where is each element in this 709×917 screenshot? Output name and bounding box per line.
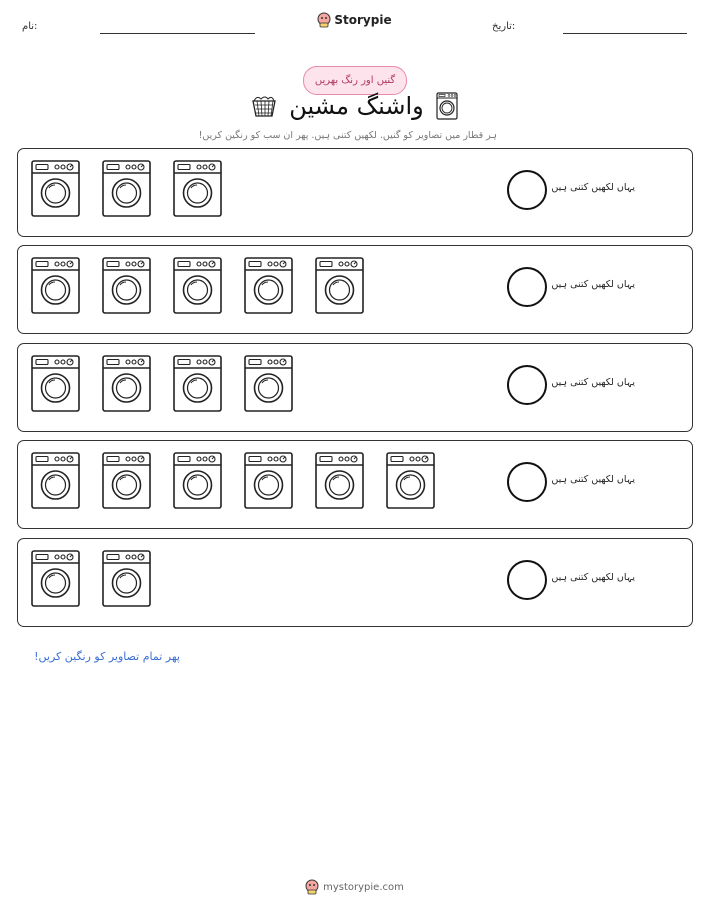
- brand-name: Storypie: [334, 13, 392, 27]
- washing-machine-icon[interactable]: [31, 355, 80, 412]
- washing-machine-icon[interactable]: [173, 355, 222, 412]
- washing-machine-icon[interactable]: [31, 550, 80, 607]
- write-count-prompt: یہاں لکھیں کتنی ہیں: [551, 572, 635, 583]
- topic-pill: گنیں اور رنگ بھریں: [303, 66, 407, 95]
- washing-machine-icon[interactable]: [31, 452, 80, 509]
- washing-machine-icon[interactable]: [244, 452, 293, 509]
- washing-machine-icon[interactable]: [315, 257, 364, 314]
- washing-machine-icon[interactable]: [31, 160, 80, 217]
- washing-machine-icon[interactable]: [173, 452, 222, 509]
- counting-row: [17, 148, 693, 237]
- washing-machine-icon[interactable]: [31, 257, 80, 314]
- site-url: mystorypie.com: [323, 881, 404, 893]
- washing-machine-icon[interactable]: [244, 355, 293, 412]
- washing-machine-icon[interactable]: [102, 550, 151, 607]
- storypie-mascot-icon: [305, 879, 319, 895]
- write-count-prompt: یہاں لکھیں کتنی ہیں: [551, 182, 635, 193]
- site-footer: [0, 879, 709, 895]
- date-line[interactable]: [563, 33, 687, 34]
- washing-machine-icon[interactable]: [173, 257, 222, 314]
- washing-machine-icon[interactable]: [315, 452, 364, 509]
- answer-circle[interactable]: [507, 365, 547, 405]
- washing-machine-icon[interactable]: [244, 257, 293, 314]
- write-count-prompt: یہاں لکھیں کتنی ہیں: [551, 377, 635, 388]
- washing-machine-icon[interactable]: [102, 452, 151, 509]
- title-row: [0, 92, 709, 120]
- counting-row: [17, 343, 693, 432]
- laundry-basket-icon: [251, 95, 277, 117]
- footer-note: پھر تمام تصاویر کو رنگین کریں!: [34, 650, 180, 663]
- name-line[interactable]: [100, 33, 255, 34]
- name-label: نام:: [22, 21, 38, 32]
- write-count-prompt: یہاں لکھیں کتنی ہیں: [551, 474, 635, 485]
- washing-machine-icon[interactable]: [102, 160, 151, 217]
- storypie-mascot-icon: [317, 12, 331, 28]
- brand-logo: [0, 12, 709, 28]
- washing-machine-icon[interactable]: [386, 452, 435, 509]
- answer-circle[interactable]: [507, 462, 547, 502]
- washing-machine-icon[interactable]: [173, 160, 222, 217]
- washing-machine-icon: [436, 92, 458, 120]
- counting-row: [17, 245, 693, 334]
- answer-circle[interactable]: [507, 170, 547, 210]
- washing-machine-icon[interactable]: [102, 355, 151, 412]
- date-label: تاریخ:: [492, 21, 516, 32]
- counting-row: [17, 538, 693, 627]
- answer-circle[interactable]: [507, 560, 547, 600]
- counting-row: [17, 440, 693, 529]
- answer-circle[interactable]: [507, 267, 547, 307]
- washing-machine-icon[interactable]: [102, 257, 151, 314]
- write-count-prompt: یہاں لکھیں کتنی ہیں: [551, 279, 635, 290]
- page-title: واشنگ مشین: [289, 92, 424, 120]
- instructions: ہر قطار میں تصاویر کو گنیں. لکھیں کتنی ہیں. پھر ان سب کو رنگین کریں!: [198, 130, 497, 141]
